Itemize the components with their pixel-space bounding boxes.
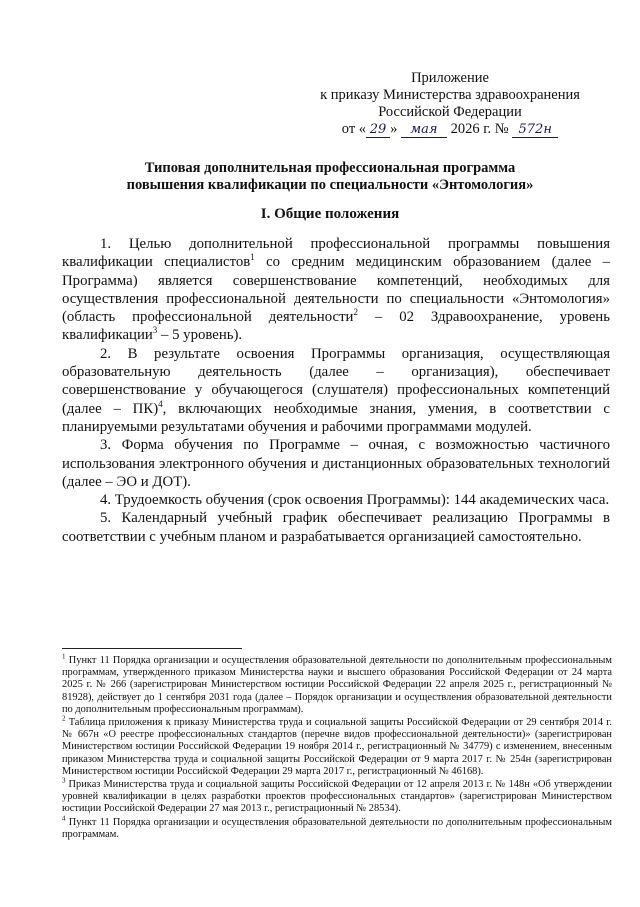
paragraph-5: 5. Календарный учебный график обеспечивает реализацию Программы в соответствии с учебным планом и разрабатывается организацией самостоятельно.: [62, 510, 610, 545]
date-year: 2026 г. №: [450, 121, 509, 137]
date-month-handwritten: мая: [401, 123, 447, 138]
footnote-ref: 1: [250, 252, 255, 263]
document-title: [60, 160, 600, 194]
footnote-4: $^4$ Пункт 11 Порядка организации и осуществления образовательной деятельности по дополнительным профессиональным программам.: [62, 814, 612, 840]
appendix-header: [300, 70, 600, 138]
footnote-ref: 3: [152, 325, 158, 336]
footnote-3: $^3$ Приказ Министерства труда и социальной защиты Российской Федерации от 12 апреля 2013 г. № 148н «Об утверждении уровней квалификации в целях разработки проектов профессиональных стандартов» (зарегистрирован Министерством юстиции Российской Федерации 27 мая 2013 г., регистрационный № 28534).: [62, 776, 612, 815]
footnote-2: $^2$ Таблица приложения к приказу Министерства труда и социальной защиты Российской Федерации от 29 сентября 2014 г. № 667н «О реестре профессиональных стандартов (перечне видов профессиональной деятельности)» (зарегистрирован Министерством юстиции Российской Федерации 19 ноября 2014 г., регистрационный № 34779) с изменением, внесенным приказом Министерства труда и социальной защиты Российской Федерации от 9 марта 2017 г. № 254н (зарегистрирован Министерством юстиции Российской Федерации 29 марта 2017 г., регистрационный № 46168).: [62, 714, 612, 777]
document-body: [62, 235, 610, 546]
appendix-country: Российской Федерации: [378, 104, 522, 120]
title-line-1: Типовая дополнительная профессиональная программа: [144, 160, 516, 176]
paragraph-4: 4. Трудоемкость обучения (срок освоения Программы): 144 академических часа.: [100, 492, 610, 509]
footnote-ref: 2: [353, 307, 358, 318]
paragraph-2: 2. В результате освоения Программы организация, осуществляющая образовательную деятельность (далее – организация), обеспечивает совершенствование у обучающегося (слушателя) профессиональных компетенций (далее – ПК)$^4$, включающих необходимые знания, умения, в соответствии с планируемыми результатами обучения и рабочими программами модулей.: [62, 345, 610, 435]
date-mid: »: [390, 121, 398, 137]
paragraph-1: 1. Целью дополнительной профессиональной программы повышения квалификации специалистов$^1$ со средним медицинским образованием (далее – Программа) является совершенствование компетенций, необходимых для осуществления профессиональной деятельности по специальности «Энтомология» (область профессиональной деятельности$^2$ – 02 Здравоохранение, уровень квалификации$^3$ – 5 уровень).: [62, 236, 610, 344]
footnote-1: $^1$ Пункт 11 Порядка организации и осуществления образовательной деятельности по дополнительным профессиональным программам, утвержденного приказом Министерства науки и высшего образования Российской Федерации от 24 марта 2025 г. № 266 (зарегистрирован Министерством юстиции Российской Федерации 22 апреля 2025 г., регистрационный № 81928), действует до 1 сентября 2031 года (далее – Порядок организации и осуществления образовательной деятельности по дополнительным профессиональным программам).: [62, 652, 612, 715]
footnote-ref: 4: [158, 398, 163, 409]
section-heading: I. Общие положения: [260, 206, 400, 222]
appendix-order-ref: к приказу Министерства здравоохранения: [320, 87, 580, 103]
appendix-label: Приложение: [411, 70, 489, 86]
footnotes: [62, 652, 612, 842]
paragraph-3: 3. Форма обучения по Программе – очная, с возможностью частичного использования электронного обучения и дистанционных образовательных технологий (далее – ЭО и ДОТ).: [62, 437, 610, 490]
footnote-divider: [62, 648, 242, 649]
title-line-2: повышения квалификации по специальности «Энтомология»: [126, 177, 534, 193]
date-prefix: от «: [341, 121, 367, 137]
date-day-handwritten: 29: [366, 123, 390, 138]
order-number-handwritten: 572н: [512, 123, 558, 138]
appendix-date-line: [300, 121, 600, 138]
